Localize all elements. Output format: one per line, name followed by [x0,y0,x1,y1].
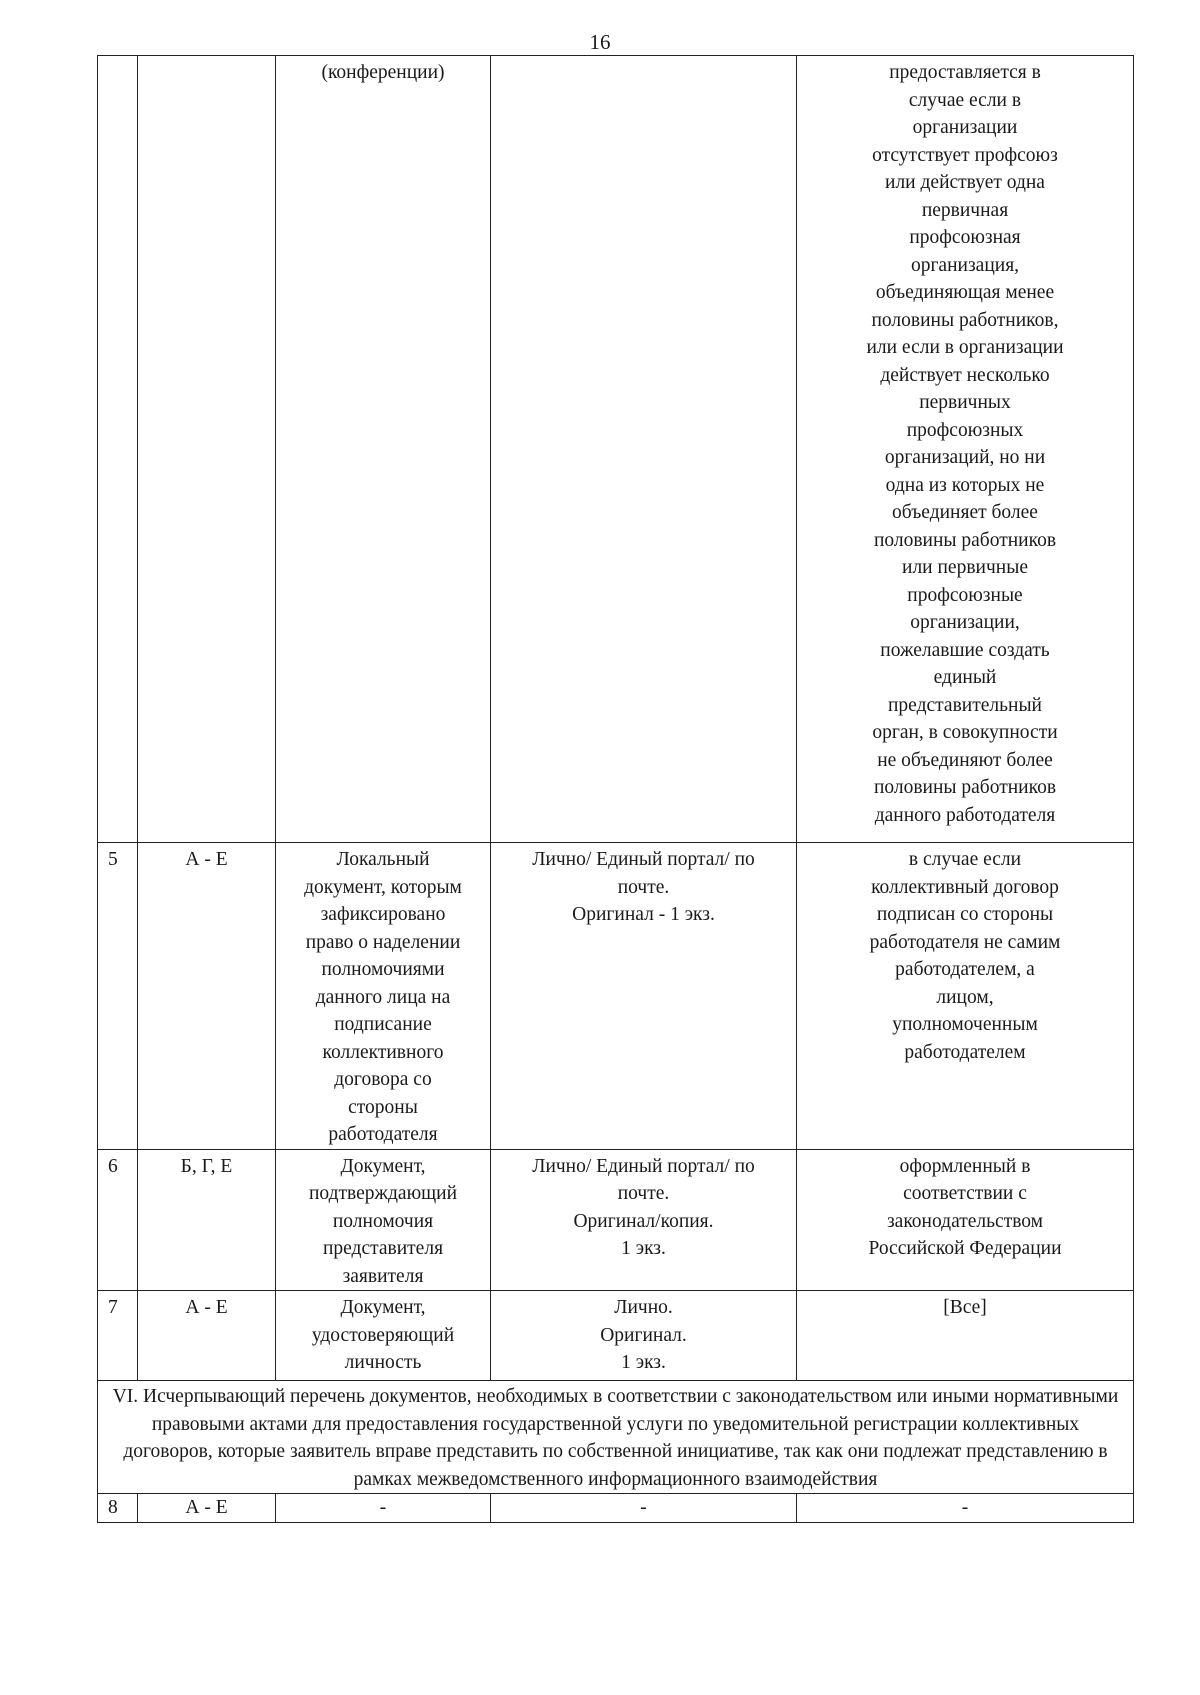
table-row [98,1149,1134,1291]
row-number-cell: 5 [98,843,138,1150]
row-number-cell: 6 [98,1149,138,1291]
document-cell: Локальный документ, которым зафиксировано право о наделении полномочиями данного лица на подписание коллективного договора со стороны работодателя [276,843,491,1150]
method-cell [491,56,797,843]
note-cell: - [797,1494,1134,1523]
document-cell: Документ, удостоверяющий личность [276,1291,491,1381]
document-cell: - [276,1494,491,1523]
note-cell: оформленный в соответствии с законодательством Российской Федерации [797,1149,1134,1291]
applicant-cell: А - Е [138,843,276,1150]
table-row [98,1494,1134,1523]
applicant-cell: Б, Г, Е [138,1149,276,1291]
applicant-cell: А - Е [138,1494,276,1523]
method-cell: - [491,1494,797,1523]
note-cell: в случае если коллективный договор подписан со стороны работодателя не самим работодателем, а лицом, уполномоченным работодателем [797,843,1134,1150]
section-vi-row [98,1381,1134,1494]
note-cell: предоставляется в случае если в организации отсутствует профсоюз или действует одна первичная профсоюзная организация, объединяющая менее половины работников, или если в организации действует несколько первичных профсоюзных организаций, но ни одна из которых не объединяет более половины работников или первичные профсоюзные организации, пожелавшие создать единый представительный орган, в совокупности не объединяют более половины работников данного работодателя [797,56,1134,843]
note-cell: [Все] [797,1291,1134,1381]
page-number: 16 [589,30,611,54]
row-number-cell: 7 [98,1291,138,1381]
table-row-continued [98,56,1134,843]
document-cell: Документ, подтверждающий полномочия представителя заявителя [276,1149,491,1291]
method-cell: Лично. Оригинал. 1 экз. [491,1291,797,1381]
applicant-cell [138,56,276,843]
applicant-cell: А - Е [138,1291,276,1381]
method-cell: Лично/ Единый портал/ по почте. Оригинал - 1 экз. [491,843,797,1150]
section-vi-heading: VI. Исчерпывающий перечень документов, необходимых в соответствии с законодательством или иными нормативными правовыми актами для предоставления государственной услуги по уведомительной регистрации коллективных договоров, которые заявитель вправе представить по собственной инициативе, так как они подлежат представлению в рамках межведомственного информационного взаимодействия [98,1381,1134,1494]
document-cell: (конференции) [276,56,491,843]
documents-table [97,55,1134,1523]
row-number-cell [98,56,138,843]
table-row [98,1291,1134,1381]
table-row [98,843,1134,1150]
method-cell: Лично/ Единый портал/ по почте. Оригинал/копия. 1 экз. [491,1149,797,1291]
row-number-cell: 8 [98,1494,138,1523]
